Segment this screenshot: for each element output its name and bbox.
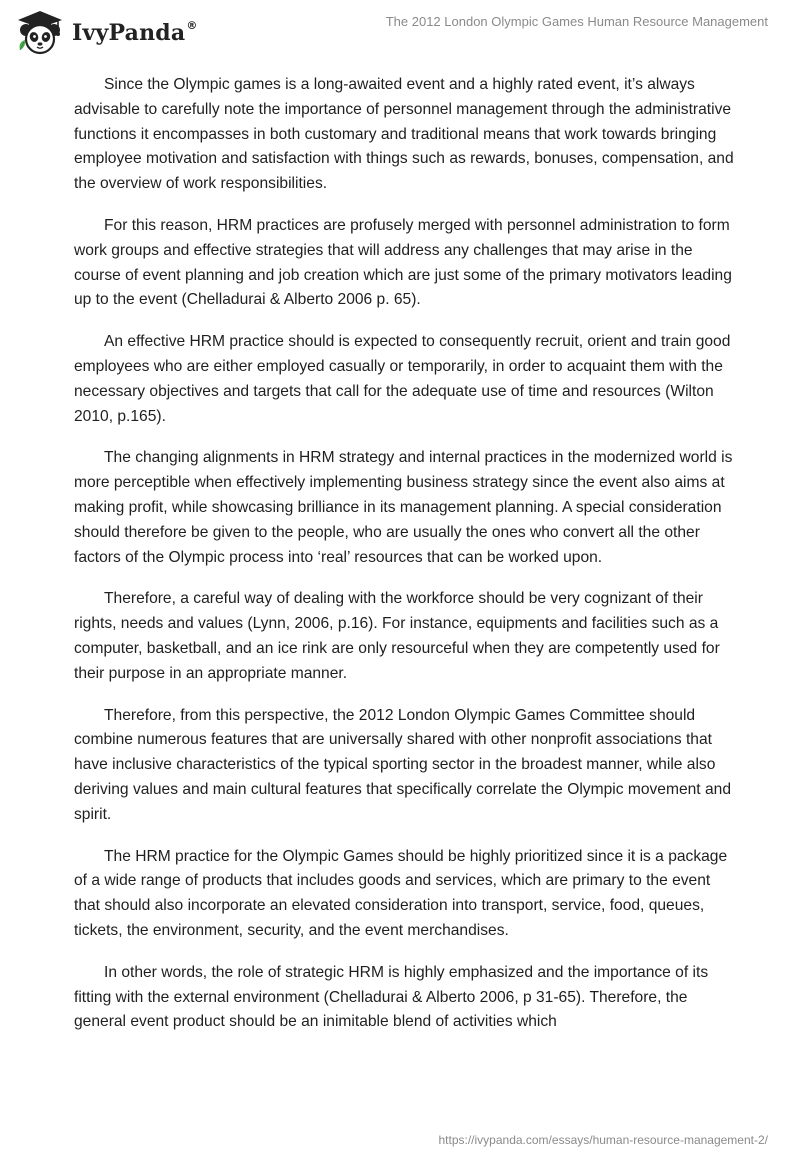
- panda-graduate-icon: [14, 6, 66, 58]
- document-title: The 2012 London Olympic Games Human Resource Management: [385, 14, 768, 29]
- paragraph: Therefore, from this perspective, the 2012 London Olympic Games Committee should combine numerous features that are universally shared with other nonprofit associations that have inclusive characteristics of the typical sporting sector in the broadest manner, while also deriving values and main cultural features that specifically correlate the Olympic movement and spirit.: [74, 706, 731, 823]
- essay-body: [74, 73, 734, 1052]
- page-header: [0, 0, 800, 70]
- paragraph: The changing alignments in HRM strategy and internal practices in the modernized world is more perceptible when effectively implementing business strategy since the event also aims at making profit, while showcasing brilliance in its management planning. A special consideration should therefore be given to the people, who are usually the ones who convert all the other factors of the Olympic process into ‘real’ resources that can be worked upon.: [74, 449, 733, 566]
- paragraph: The HRM practice for the Olympic Games should be highly prioritized since it is a package of a wide range of products that includes goods and services, which are primary to the event that should also incorporate an elevated consideration into transport, service, food, queues, tickets, the environment, security, and the event merchandises.: [74, 847, 728, 939]
- logo-wordmark: IvyPanda®: [72, 18, 198, 46]
- ivypanda-logo[interactable]: [14, 6, 198, 58]
- paragraph: Since the Olympic games is a long-awaited event and a highly rated event, it’s always advisable to carefully note the importance of personnel management through the administrative functions it encompasses in both customary and traditional means that work towards bringing employee motivation and satisfaction with things such as rewards, bonuses, compensation, and the overview of work responsibilities.: [74, 76, 734, 193]
- paragraph: In other words, the role of strategic HRM is highly emphasized and the importance of its fitting with the external environment (Chelladurai & Alberto 2006, p 31-65). Therefore, the general event product should be an inimitable blend of activities which: [74, 963, 709, 1031]
- paragraph: An effective HRM practice should is expected to consequently recruit, orient and train good employees who are either employed casually or temporarily, in order to acquaint them with the necessary objectives and targets that call for the adequate use of time and resources (Wilton 2010, p.165).: [74, 333, 731, 425]
- paragraph: For this reason, HRM practices are profusely merged with personnel administration to form work groups and effective strategies that will address any challenges that may arise in the course of event planning and job creation which are just some of the primary motivators leading up to the event (Chelladurai & Alberto 2006 p. 65).: [74, 216, 732, 309]
- registered-mark: ®: [186, 18, 198, 32]
- source-url[interactable]: https://ivypanda.com/essays/human-resource-management-2/: [438, 1133, 768, 1147]
- paragraph: Therefore, a careful way of dealing with the workforce should be very cognizant of their rights, needs and values (Lynn, 2006, p.16). For instance, equipments and facilities such as a computer, basketball, and an ice rink are only resourceful when they are competently used for their purpose in an appropriate manner.: [74, 590, 720, 682]
